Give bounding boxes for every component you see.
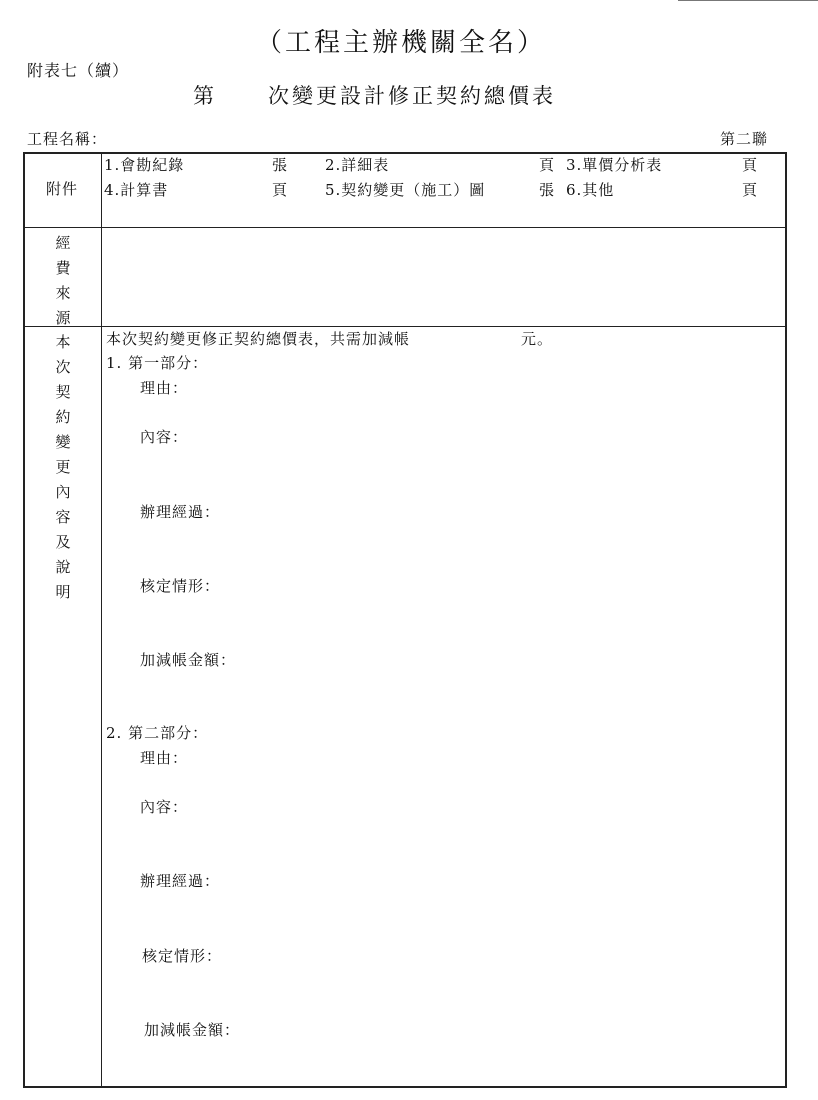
attachment-item-2: 2.詳細表 [325,156,390,174]
part-1-reason-label: 理由： [140,379,189,397]
project-name-label: 工程名稱： [27,130,108,148]
attachment-item-1: 1.會勘紀錄 [104,156,185,174]
part-2-approval-label: 核定情形： [142,947,223,965]
part-1-amount-label: 加減帳金額： [140,651,237,669]
form-table [23,152,787,1088]
total-change-sentence-prefix: 本次契約變更修正契約總價表，共需加減帳 [106,330,411,348]
attachment-item-4: 4.計算書 [104,181,169,199]
attachment-unit-5: 張 [539,181,556,199]
attachment-unit-3: 頁 [742,156,759,174]
attachment-unit-2: 頁 [539,156,556,174]
change-description-label: 本次契約變更內容及說明 [55,333,71,601]
part-1-content-label: 內容： [140,428,189,446]
attachment-item-6: 6.其他 [566,181,615,199]
part-1-title: 1. 第一部分： [106,354,209,372]
part-1-approval-label: 核定情形： [140,577,221,595]
part-2-title: 2. 第二部分： [106,724,209,742]
form-number-prefix: 第 [193,84,217,108]
funding-row-divider [25,326,785,327]
attachment-label: 附表七（續） [27,61,130,80]
copy-label: 第二聯 [720,130,769,148]
attachment-item-3: 3.單價分析表 [566,156,663,174]
attachment-unit-4: 頁 [272,181,289,199]
part-1-process-label: 辦理經過： [140,503,221,521]
label-column-divider [101,154,102,1086]
attachment-item-5: 5.契約變更（施工）圖 [325,181,486,199]
part-2-process-label: 辦理經過： [140,872,221,890]
attachments-label: 附件 [46,180,79,198]
top-right-rule [678,0,818,1]
part-2-content-label: 內容： [140,798,189,816]
part-2-reason-label: 理由： [140,749,189,767]
attachment-unit-6: 頁 [742,181,759,199]
attachment-unit-1: 張 [272,156,289,174]
attachments-row-divider [25,227,785,228]
form-title: 次變更設計修正契約總價表 [268,84,556,108]
funding-source-label: 經費來源 [55,234,71,327]
agency-name: （工程主辦機關全名） [256,28,547,58]
total-change-sentence-suffix: 元。 [521,330,554,348]
part-2-amount-label: 加減帳金額： [144,1021,241,1039]
